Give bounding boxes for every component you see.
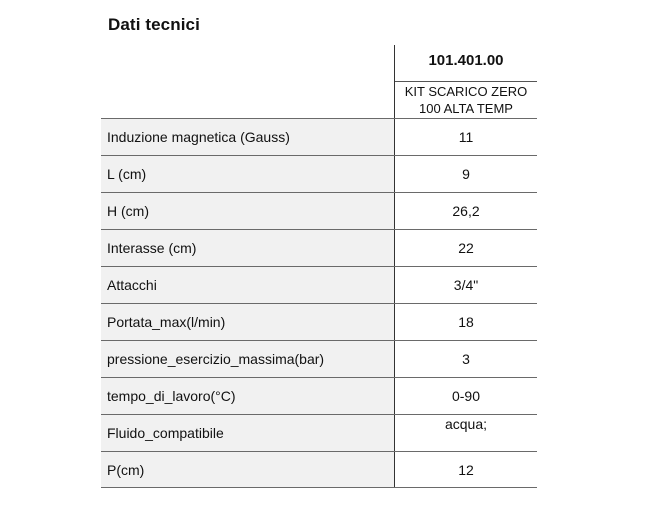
row-value-h: 26,2 [452,203,480,219]
row-label-l: L (cm) [101,156,394,192]
section-title: Dati tecnici [108,15,200,34]
row-value-tempo: 0-90 [451,388,481,404]
row-value-interasse: 22 [458,240,474,256]
row-label-interasse: Interasse (cm) [101,230,394,266]
row-label-tempo: tempo_di_lavoro(°C) [101,378,394,414]
row-value-l: 9 [462,166,470,182]
product-name [395,83,537,117]
row-value-portata: 18 [458,314,474,330]
row-label-induzione: Induzione magnetica (Gauss) [101,119,394,155]
header-divider [395,81,537,82]
product-code: 101.401.00 [428,52,504,69]
row-label-fluido: Fluido_compatibile [101,415,394,451]
row-value-p: 12 [458,462,474,478]
row-label-h: H (cm) [101,193,394,229]
row-value-pressione: 3 [462,351,470,367]
row-value-induzione: 11 [458,129,474,145]
row-value-attacchi: 3/4" [453,277,479,293]
product-name-line1: KIT SCARICO ZERO [404,84,528,99]
row-label-pressione: pressione_esercizio_massima(bar) [101,341,394,377]
row-label-p: P(cm) [101,452,394,488]
row-label-portata: Portata_max(l/min) [101,304,394,340]
row-label-attacchi: Attacchi [101,267,394,303]
row-divider [101,487,537,488]
product-name-line2: 100 ALTA TEMP [419,101,513,116]
row-value-fluido: acqua; [444,416,488,432]
